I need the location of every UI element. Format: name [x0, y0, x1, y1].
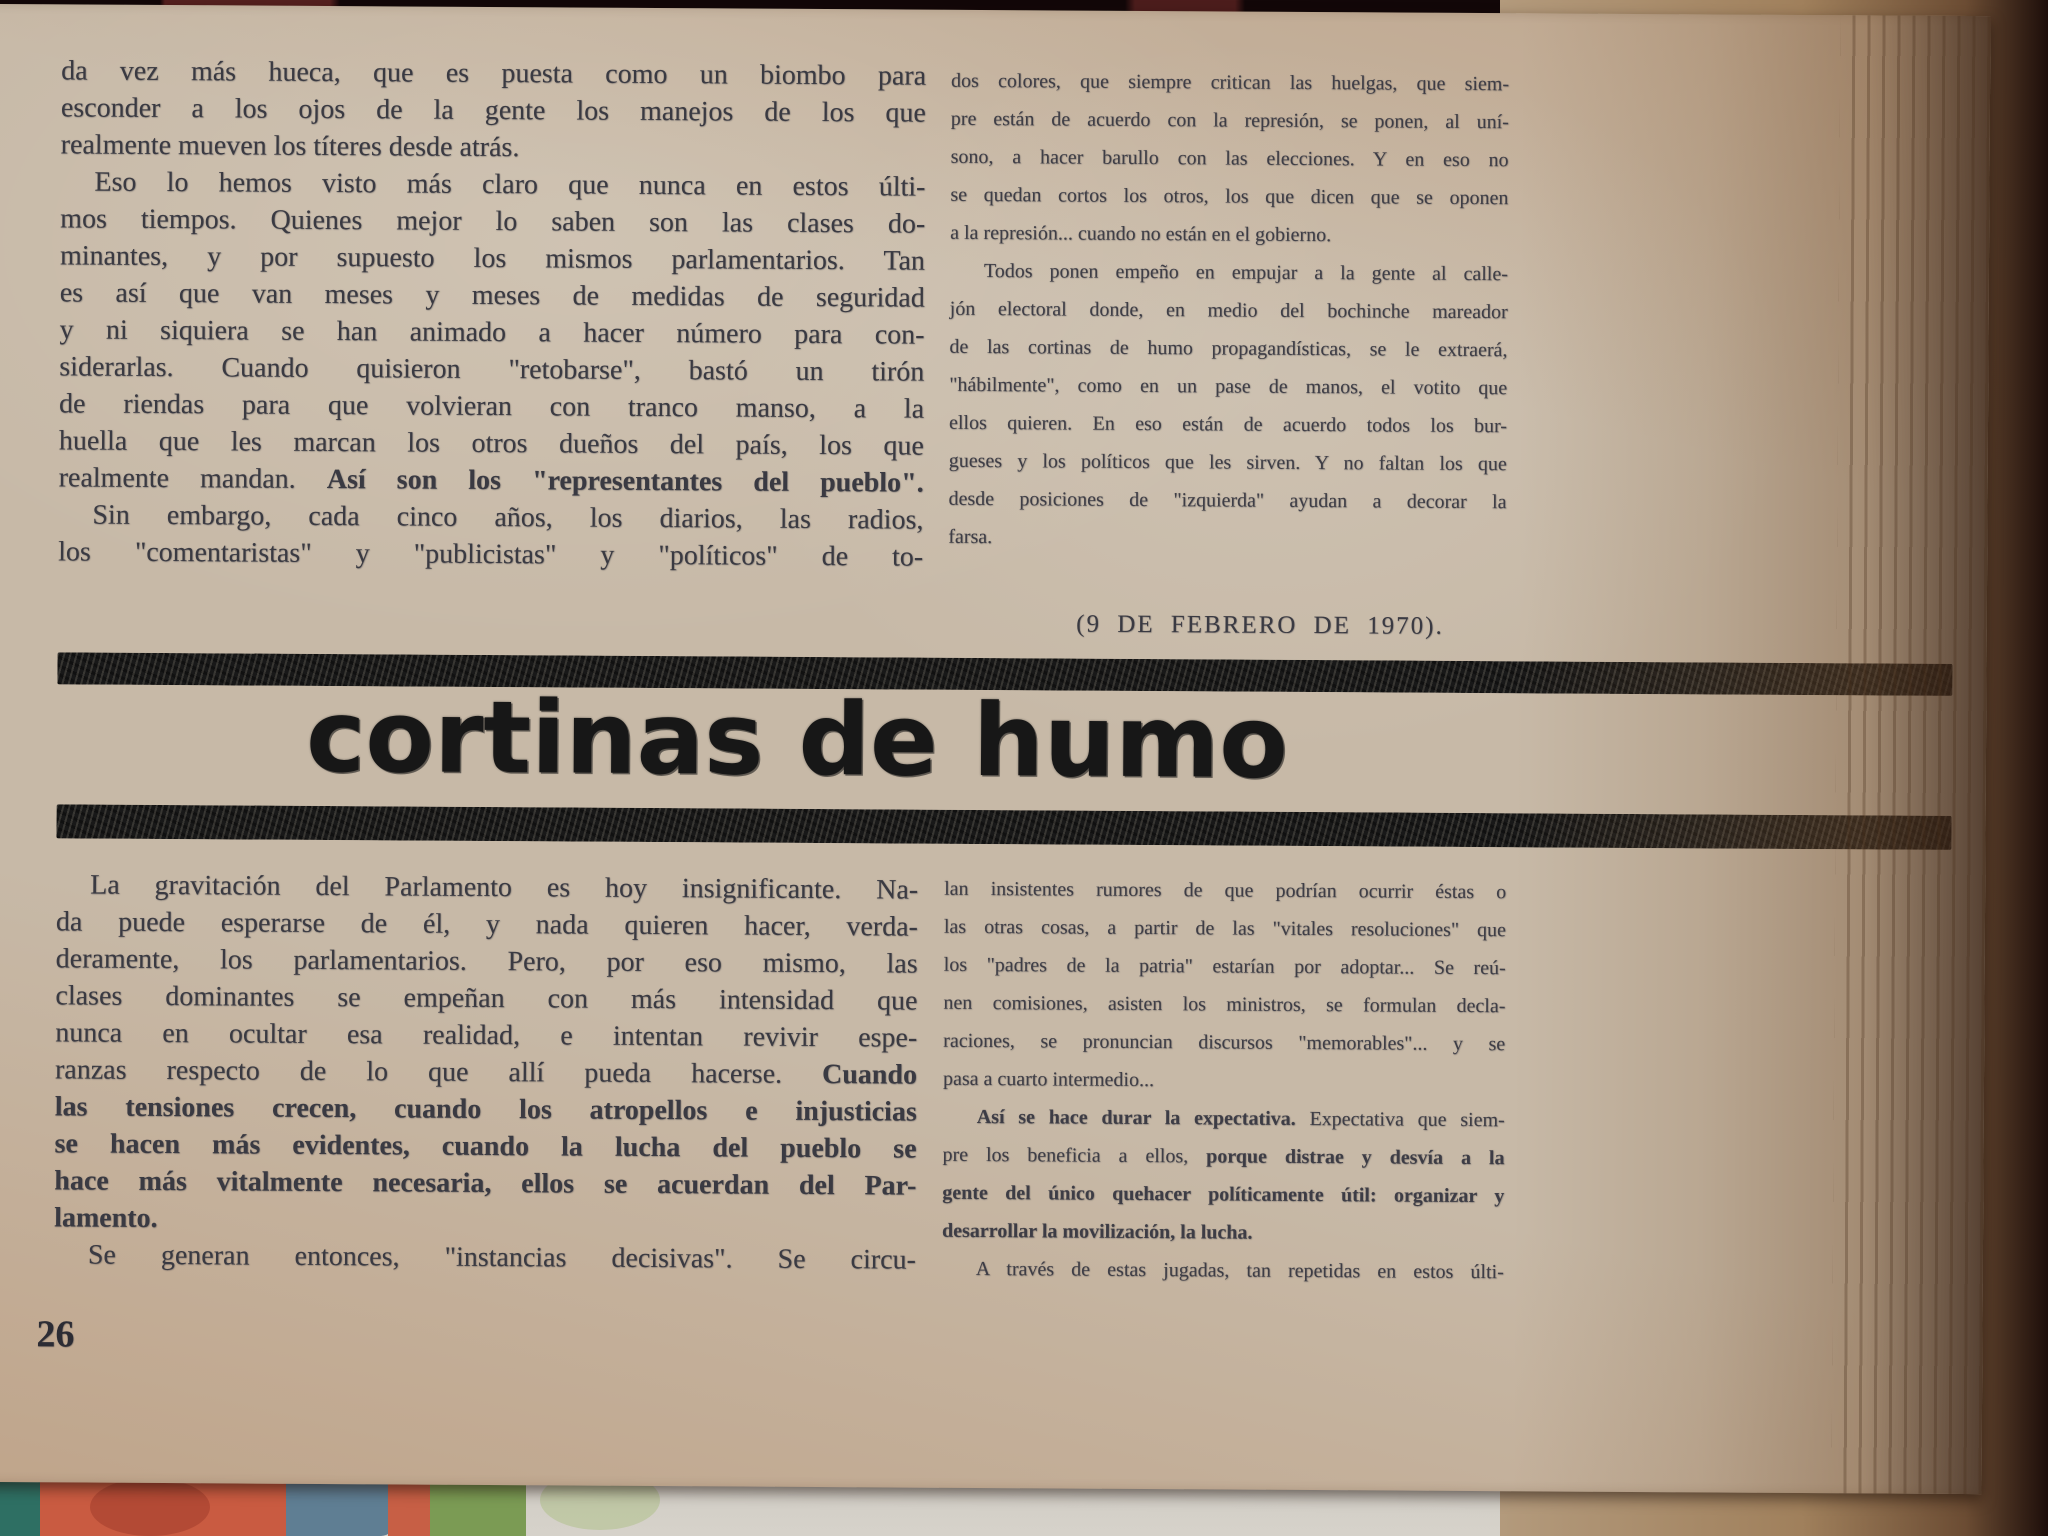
- text-segment: pasa a cuarto intermedio...: [942, 1067, 1155, 1092]
- book-page: [0, 4, 1990, 1494]
- text-segment: da puede esperarse de él, y nada quieren hacer, verda-: [55, 906, 919, 943]
- bold-text-segment: Así se hace durar la expectativa.: [976, 1105, 1296, 1130]
- text-line: [943, 1060, 1505, 1101]
- text-line: [943, 1098, 1505, 1139]
- text-segment: ranzas respecto de lo que allí pueda hacerse.: [54, 1054, 823, 1091]
- article-dateline: (9 DE FEBRERO DE 1970).: [1076, 610, 1444, 640]
- text-line: [943, 1022, 1505, 1063]
- text-line: [56, 903, 918, 945]
- text-line: [56, 866, 918, 908]
- page-number: 26: [36, 1313, 75, 1356]
- text-segment: gueses y los políticos que les sirven. Y no faltan los que: [948, 449, 1507, 476]
- headline-rule-bottom: [56, 804, 1951, 850]
- bold-text-segment: porque distrae y desvía a la: [1206, 1145, 1505, 1170]
- text-line: [59, 311, 924, 353]
- text-line: [951, 62, 1509, 103]
- text-segment: clases dominantes se empeñan con más intensidad que: [55, 980, 918, 1017]
- text-line: [61, 126, 926, 168]
- text-segment: mos tiempos. Quienes mejor lo saben son las clases do-: [60, 203, 926, 240]
- text-segment: nunca en ocultar esa realidad, e intentan revivir espe-: [55, 1017, 918, 1054]
- text-line: [54, 1125, 916, 1167]
- text-line: [942, 1174, 1504, 1215]
- bold-text-segment: las tensiones crecen, cuando los atropellos e injusticias: [54, 1091, 917, 1128]
- text-segment: Se generan entonces, "instancias decisivas". Se circu-: [87, 1239, 916, 1276]
- text-line: [950, 252, 1508, 293]
- text-segment: de riendas para que volvieran con tranco manso, a la: [58, 388, 925, 425]
- text-line: [54, 1162, 916, 1204]
- text-line: [59, 385, 924, 427]
- text-segment: Expectativa que siem-: [1295, 1107, 1505, 1132]
- text-line: [55, 1088, 917, 1130]
- text-segment: es así que van meses y meses de medidas de seguridad: [59, 277, 925, 314]
- text-line: [944, 908, 1506, 949]
- text-line: [942, 1212, 1504, 1253]
- top-left-column: [58, 52, 926, 575]
- text-segment: minantes, y por supuesto los mismos parlamentarios. Tan: [59, 240, 926, 277]
- text-segment: realmente mandan.: [58, 462, 327, 495]
- text-segment: pre los beneficia a ellos,: [942, 1143, 1207, 1168]
- text-segment: nen comisiones, asisten los ministros, se formulan decla-: [943, 991, 1506, 1018]
- bold-text-segment: Así son los "representantes del pueblo".: [326, 463, 924, 499]
- fabric-patch-coral-dark: [90, 1478, 210, 1536]
- text-segment: las otras cosas, a partir de las "vitales resoluciones" que: [943, 915, 1506, 942]
- text-line: [60, 200, 925, 242]
- text-line: [55, 977, 917, 1019]
- text-segment: farsa.: [948, 525, 993, 549]
- text-line: [949, 442, 1507, 483]
- headline-title: cortinas de humo: [305, 677, 1289, 801]
- text-line: [944, 870, 1506, 911]
- text-line: [54, 1199, 916, 1241]
- text-segment: lan insistentes rumores de que podrían ocurrir éstas o: [944, 877, 1507, 904]
- text-line: [943, 984, 1505, 1025]
- text-line: [59, 348, 924, 390]
- text-segment: realmente mueven los títeres desde atrás.: [60, 129, 520, 164]
- text-line: [60, 163, 925, 205]
- text-segment: se quedan cortos los otros, los que dicen que se oponen: [950, 183, 1509, 210]
- text-line: [950, 214, 1508, 255]
- bold-text-segment: lamento.: [54, 1202, 158, 1234]
- text-segment: y ni siquiera se han animado a hacer número para con-: [59, 314, 925, 351]
- text-segment: A través de estas jugadas, tan repetidas en estos últi-: [975, 1257, 1504, 1284]
- text-line: [61, 52, 926, 94]
- text-segment: "hábilmente", como en un pase de manos, el votito que: [949, 373, 1508, 400]
- text-line: [55, 1014, 917, 1056]
- top-right-column: [948, 62, 1509, 559]
- text-segment: deramente, los parlamentarios. Pero, por eso mismo, las: [55, 943, 918, 980]
- text-segment: Sin embargo, cada cinco años, los diarios, las radios,: [92, 499, 924, 536]
- text-segment: los "comentaristas" y "publicistas" y "políticos" de to-: [58, 536, 924, 573]
- text-segment: ellos quieren. En eso están de acuerdo todos los bur-: [948, 411, 1508, 438]
- text-segment: da vez más hueca, que es puesta como un biombo para: [61, 55, 927, 92]
- text-line: [948, 480, 1506, 521]
- text-segment: jón electoral donde, en medio del bochinche mareador: [949, 297, 1508, 324]
- text-line: [948, 518, 1506, 559]
- text-line: [58, 533, 923, 575]
- text-line: [950, 176, 1508, 217]
- text-segment: huella que les marcan los otros dueños del país, los que: [58, 425, 924, 462]
- text-line: [944, 946, 1506, 987]
- text-segment: siderarlas. Cuando quisieron "retobarse", bastó un tirón: [59, 351, 925, 388]
- text-line: [949, 328, 1507, 369]
- text-line: [56, 940, 918, 982]
- text-line: [60, 237, 925, 279]
- text-line: [949, 366, 1507, 407]
- bold-text-segment: hace más vitalmente necesaria, ellos se acuerdan del Par-: [54, 1165, 917, 1202]
- text-segment: raciones, se pronuncian discursos "memorables"... y se: [943, 1029, 1506, 1056]
- text-segment: desde posiciones de "izquierda" ayudan a decorar la: [948, 487, 1507, 514]
- text-segment: Todos ponen empeño en empujar a la gente al calle-: [983, 260, 1508, 286]
- text-line: [942, 1250, 1504, 1291]
- bottom-left-column: [54, 866, 918, 1278]
- text-line: [58, 496, 923, 538]
- text-line: [54, 1236, 916, 1278]
- text-segment: los "padres de la patria" estarían por adoptar... Se reú-: [943, 953, 1506, 980]
- page-content: [0, 4, 1990, 1494]
- bold-text-segment: desarrollar la movilización, la lucha.: [941, 1219, 1253, 1244]
- text-line: [55, 1051, 917, 1093]
- text-segment: esconder a los ojos de la gente los manejos de los que: [60, 92, 926, 129]
- text-line: [951, 138, 1509, 179]
- text-line: [59, 422, 924, 464]
- text-segment: sono, a hacer barullo con las elecciones. Y en eso no: [950, 145, 1509, 172]
- text-line: [950, 290, 1508, 331]
- text-segment: dos colores, que siempre critican las huelgas, que siem-: [951, 69, 1510, 96]
- text-segment: a la represión... cuando no están en el gobierno.: [950, 221, 1332, 247]
- text-segment: de las cortinas de humo propagandísticas, se le extraerá,: [949, 335, 1508, 362]
- text-line: [951, 100, 1509, 141]
- bold-text-segment: Cuando: [821, 1059, 918, 1091]
- text-segment: La gravitación del Parlamento es hoy insignificante. Na-: [90, 869, 919, 906]
- bold-text-segment: gente del único quehacer políticamente útil: organizar y: [942, 1181, 1505, 1208]
- text-line: [949, 404, 1507, 445]
- text-segment: Eso lo hemos visto más claro que nunca en estos últi-: [94, 166, 926, 203]
- bold-text-segment: se hacen más evidentes, cuando la lucha del pueblo se: [54, 1128, 917, 1165]
- text-segment: pre están de acuerdo con la represión, se ponen, al uní-: [950, 107, 1509, 134]
- bottom-right-column: [942, 870, 1507, 1291]
- text-line: [61, 89, 926, 131]
- text-line: [59, 459, 924, 501]
- text-line: [942, 1136, 1504, 1177]
- text-line: [60, 274, 925, 316]
